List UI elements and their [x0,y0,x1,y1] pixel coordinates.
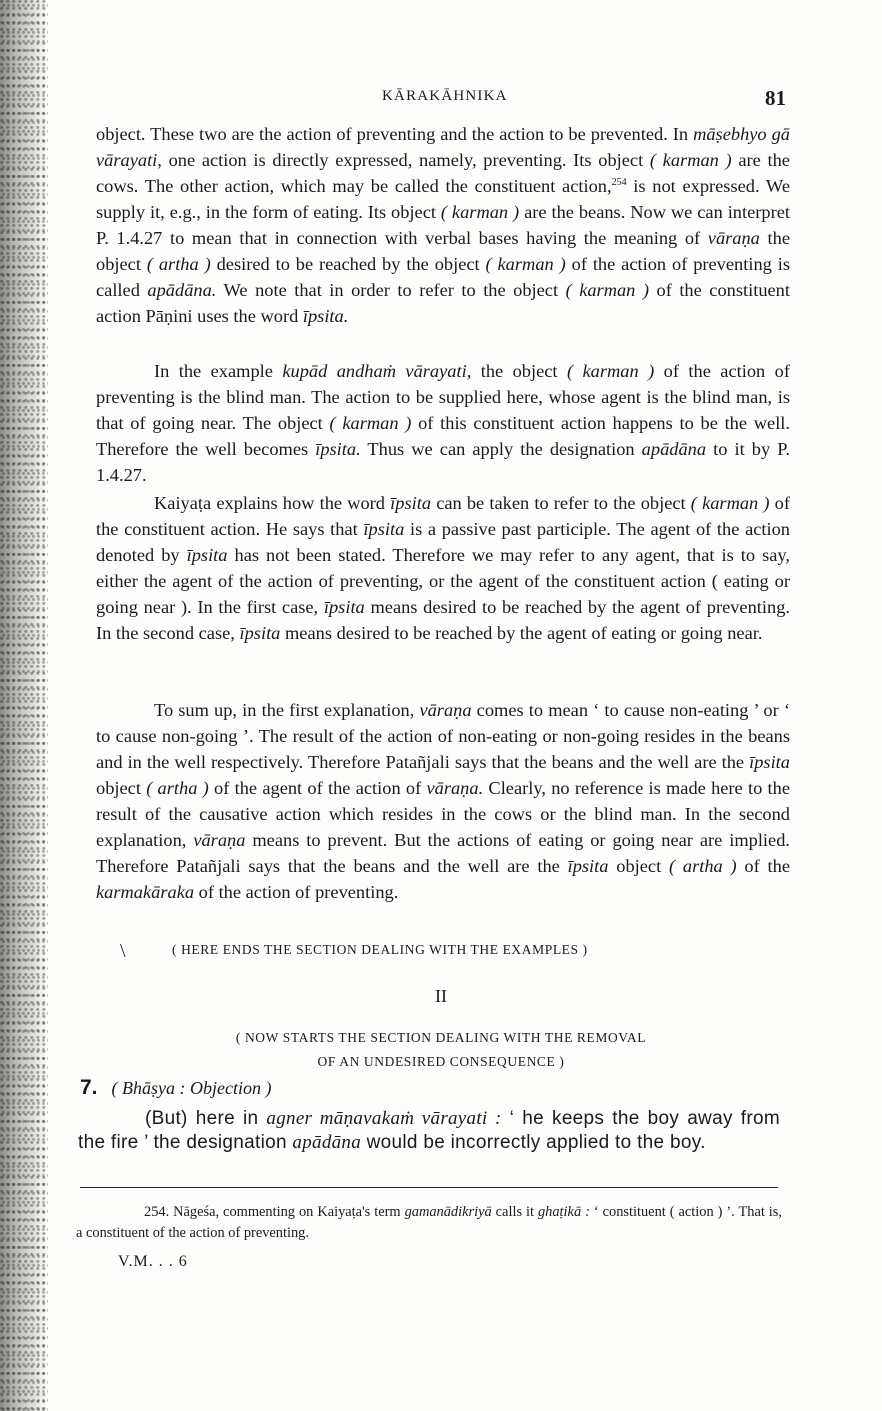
italic-term: īpsita [363,519,405,539]
text-run: are the cows. The other action, which may be called the constituent action, [96,150,790,196]
text-run: of the constituent action Pāṇini uses the word [96,280,790,326]
text-run: In the example [154,361,283,381]
italic-term: agner māṇavakaṁ vārayati : [266,1108,502,1129]
running-title: KĀRAKĀHNIKA [382,88,508,104]
italic-term: īpsita [323,597,365,617]
footnote-divider [80,1187,778,1188]
text-run: are the beans. Now we can interpret P. 1.4.27 to mean that in connection with verbal bases having the meaning of [96,202,790,248]
item-number: 7. [80,1076,98,1099]
text-run: desired to be reached by the object [210,254,486,274]
text-run: To sum up, in the first explanation, [154,700,420,720]
italic-term: īpsita [186,545,228,565]
text-run: of this constituent action happens to be the well. Therefore the well becomes [96,413,791,459]
italic-term: gamanādikriyā [404,1204,492,1220]
italic-term: īpsita. [302,306,349,326]
paragraph-object-explanation [96,121,790,329]
text-run: comes to mean ‘ to cause non-eating ’ or ‘ to cause non-going ’. The result of the action of non-eating or non-going resides in the beans and in the well respectively. Therefore Patañjali says that the beans and the well are the [96,700,790,772]
text-run: means desired to be reached by the agent of eating or going near. [280,623,763,643]
text-run: of the [736,856,791,876]
objection-paragraph [78,1107,780,1155]
text-run: of the action of preventing is called [96,254,790,300]
text-run: of the action of preventing is the blind man. The action to be supplied here, whose agent is the blind man, is that of going near. The object [96,361,790,433]
text-run: means to prevent. But the actions of eating or going near are implied. Therefore Patañjali says that the beans and the well are the [96,830,790,876]
page-number: 81 [765,86,786,110]
italic-term: īpsita [567,856,609,876]
section-start-line-2: OF AN UNDESIRED CONSEQUENCE ) [317,1054,565,1069]
text-run: of the agent of the action of [208,778,427,798]
section-end-note [120,940,800,970]
italic-term: ( artha ) [146,778,209,798]
italic-term: ( karman ) [485,254,566,274]
italic-term: apādāna. [147,280,217,300]
italic-term: vāraṇa [707,228,760,248]
book-spine-edge [0,0,48,1411]
text-run: the object [96,228,790,274]
footnote-254 [76,1202,782,1244]
text-run: is not expressed. We supply it, e.g., in the form of eating. Its object [96,176,790,222]
italic-term: īpsita [749,752,790,772]
text-run: can be taken to refer to the object [431,493,691,513]
text-run: Thus we can apply the designation [360,439,642,459]
italic-term: vāraṇa [419,700,472,720]
section-number: II [435,986,447,1006]
text-run: calls it [491,1204,538,1220]
paragraph-blind-man-example [96,358,790,488]
text-run: object. These two are the action of preventing and the action to be prevented. In [96,124,694,144]
italic-term: ( karman ) [440,202,520,222]
item-label: ( Bhāṣya : Objection ) [111,1078,272,1098]
text-run: the object [471,361,567,381]
section-end-text: ( HERE ENDS THE SECTION DEALING WITH THE EXAMPLES ) [172,942,588,957]
text-run: one action is directly expressed, namely, preventing. Its object [161,150,650,170]
italic-term: ghaṭikā : [537,1204,590,1220]
italic-term: ( karman ) [565,280,650,300]
section-start-heading [0,1026,882,1074]
text-run: (But) here in [145,1108,267,1129]
text-run: ‘ constituent ( action ) ’. That is, a constituent of the action of preventing. [76,1204,782,1241]
italic-term: vāraṇa. [426,778,484,798]
text-run: would be incorrectly applied to the boy. [361,1132,706,1153]
italic-term: māṣebhyo gā vārayati, [96,124,790,170]
text-run: 254. Nāgeśa, commenting on Kaiyaṭa's term [144,1204,405,1220]
italic-term: kupād andhaṁ vārayati, [282,361,472,381]
printer-signature: V.M. . . 6 [118,1253,188,1270]
text-run: ‘ he keeps the boy away from the fire ’ the designation [78,1108,780,1153]
italic-term: īpsita [390,493,432,513]
item-heading-7 [80,1076,271,1100]
page-header [0,86,882,112]
text-run: of the action of preventing. [194,882,399,902]
text-run: of the constituent action. He says that [96,493,790,539]
text-run: object [96,778,147,798]
paragraph-summary [96,697,790,905]
italic-term: ( artha ) [668,856,737,876]
text-run: means desired to be reached by the agent of preventing. In the second case, [96,597,790,643]
text-run: Kaiyaṭa explains how the word [154,493,391,513]
text-run: to it by P. 1.4.27. [96,439,790,485]
italic-term: īpsita [239,623,281,643]
text-run: has not been stated. Therefore we may refer to any agent, that is to say, either the agent of the action of preventing, or the agent of the constituent action ( eating or going near ). In the first case, [96,545,790,617]
italic-term: ( karman ) [566,361,655,381]
italic-term: ( karman ) [690,493,770,513]
italic-term: apādāna [292,1132,362,1153]
text-run: object [608,856,669,876]
italic-term: ( karman ) [329,413,412,433]
italic-term: īpsita. [315,439,361,459]
text-run: is a passive past participle. The agent of the action denoted by [96,519,791,565]
paragraph-kaiyata-explanation [96,490,790,646]
italic-term: ( artha ) [146,254,211,274]
footnote-ref-254: 254 [611,176,627,188]
text-run: Clearly, no reference is made here to the result of the causative action which resides in the cows or the blind man. In the second explanation, [96,778,790,850]
italic-term: apādāna [641,439,707,459]
italic-term: karmakāraka [96,882,195,902]
section-start-line-1: ( NOW STARTS THE SECTION DEALING WITH THE REMOVAL [235,1030,647,1045]
italic-term: vāraṇa [193,830,246,850]
pencil-mark: \ [120,940,127,962]
text-run: We note that in order to refer to the object [216,280,566,300]
italic-term: ( karman ) [649,150,732,170]
